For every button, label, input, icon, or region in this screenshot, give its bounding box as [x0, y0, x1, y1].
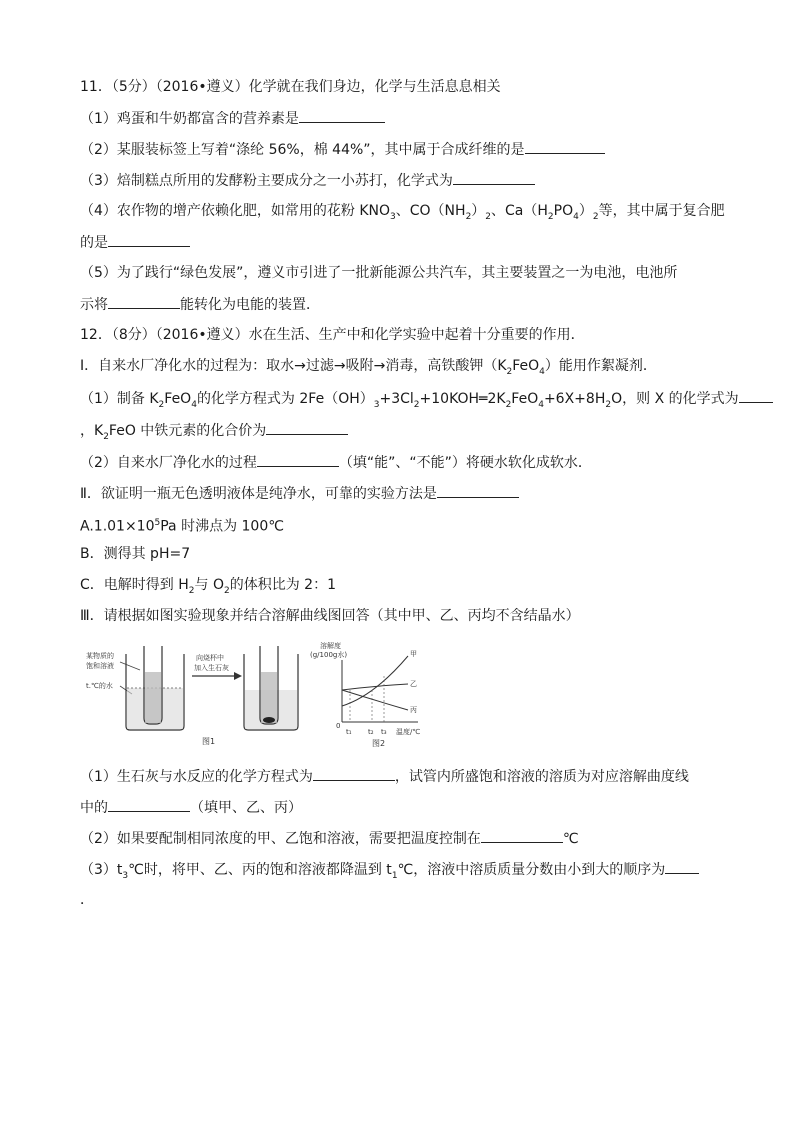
pointer-line	[120, 662, 140, 670]
figure1	[86, 646, 298, 746]
q11-heading: 11．（5分）（2016•遵义）化学就在我们身边，化学与生活息息相关	[80, 79, 501, 95]
answer-blank[interactable]	[739, 388, 773, 403]
q12-section3-part3-end: ．	[80, 892, 94, 908]
q12-section3: Ⅲ．请根据如图实验现象并结合溶解曲线图回答（其中甲、乙、丙均不含结晶水）	[80, 608, 580, 624]
q11-part3: （3）焙制糕点所用的发酵粉主要成分之一小苏打，化学式为	[80, 170, 535, 191]
q11-part4: （4）农作物的增产依赖化肥，如常用的花粉 $KNO_3$、$CO(NH_2)_2$、$Ca(H_2PO_4)_2$等，其中属于复合肥	[80, 203, 725, 222]
fig2-t2: t₂	[368, 728, 374, 736]
arrow-head	[234, 672, 242, 680]
answer-blank[interactable]	[525, 139, 605, 154]
q12-section3-part1-cont: 中的 （填甲、乙、丙）	[80, 797, 302, 818]
experiment-figure	[84, 640, 424, 752]
option-a: $A.1.01\times 10^5Pa$ 时沸点为 100℃	[80, 518, 284, 535]
answer-blank[interactable]	[266, 420, 348, 435]
curve-yi	[342, 684, 408, 690]
curve-label-yi: 乙	[410, 680, 417, 688]
fig2-ylabel: (g/100g水)	[310, 651, 348, 659]
q12-section1: Ⅰ．自来水厂净化水的过程为：取水→过滤→吸附→消毒，高铁酸钾$(K_2FeO_4)$能用作絮凝剂．	[80, 358, 657, 377]
q12-section2: Ⅱ．欲证明一瓶无色透明液体是纯净水，可靠的实验方法是	[80, 483, 519, 504]
fig1-label: 某物质的	[86, 652, 114, 660]
curve-jia	[342, 656, 408, 706]
answer-blank[interactable]	[108, 797, 190, 812]
option-b: B．测得其 pH=7	[80, 546, 191, 562]
fig1-arrow-label: 向烧杯中	[196, 654, 224, 662]
q12-section3-part2: （2）如果要配制相同浓度的甲、乙饱和溶液，需要把温度控制在 ℃	[80, 828, 579, 849]
fig2-t1: t₁	[346, 728, 352, 736]
figure2-solubility-curve	[310, 641, 420, 748]
q12-heading: 12．（8分）（2016•遵义）水在生活、生产中和化学实验中起着十分重要的作用．	[80, 327, 585, 343]
q11-part4-cont: 的是	[80, 232, 190, 253]
option-c: C．电解时得到 $H_2$与 $O_2$的体积比为 2：1	[80, 577, 336, 596]
answer-blank[interactable]	[108, 294, 180, 309]
q12-section3-part3: $(3)t_3℃$时，将甲、乙、丙的饱和溶液都降温到 $t_1℃$，溶液中溶质质量分数由小到大的顺序为	[80, 859, 699, 886]
fig2-t3: t₃	[381, 728, 387, 736]
answer-blank[interactable]	[299, 108, 385, 123]
q11-part2: （2）某服装标签上写着“涤纶 56%，棉 44%”，其中属于合成纤维的是	[80, 139, 605, 160]
curve-label-bing: 丙	[410, 706, 417, 714]
fig2-origin: 0	[336, 722, 341, 730]
precipitate	[263, 717, 275, 723]
fig1-arrow-label: 加入生石灰	[194, 664, 229, 672]
answer-blank[interactable]	[108, 232, 190, 247]
tube-solution	[261, 672, 277, 723]
answer-blank[interactable]	[437, 483, 519, 498]
q11-part1: （1）鸡蛋和牛奶都富含的营养素是	[80, 108, 385, 129]
answer-blank[interactable]	[481, 828, 563, 843]
fig1-label: t.℃的水	[86, 682, 113, 690]
answer-blank[interactable]	[665, 859, 699, 874]
q11-part5: （5）为了践行“绿色发展”，遵义市引进了一批新能源公共汽车，其主要装置之一为电池，电池所	[80, 265, 678, 281]
answer-blank[interactable]	[453, 170, 535, 185]
answer-blank[interactable]	[313, 766, 395, 781]
curve-label-jia: 甲	[410, 650, 417, 658]
fig1-caption: 图1	[202, 737, 216, 746]
answer-blank[interactable]	[257, 452, 339, 467]
tube-solution	[145, 672, 161, 723]
q12-section1-part1: （1）制备 $K_2FeO_4$的化学方程式为 $2Fe(OH)_3+3Cl_2+10KOH═2K_2FeO_4+6X+8H_2O$，则 X 的化学式为	[80, 388, 773, 415]
q11-part5-cont: 示将 能转化为电能的装置．	[80, 294, 320, 315]
fig2-xlabel: 温度/℃	[396, 728, 421, 736]
q12-section1-part2: （2）自来水厂净化水的过程 （填“能”、“不能”）将硬水软化成软水．	[80, 452, 592, 473]
fig2-caption: 图2	[372, 739, 386, 748]
q12-section1-part1-cont: ，$K_2FeO$ 中铁元素的化合价为	[80, 420, 348, 447]
q12-section3-part1: （1）生石灰与水反应的化学方程式为 ，试管内所盛饱和溶液的溶质为对应溶解曲度线	[80, 766, 689, 787]
fig1-label: 饱和溶液	[86, 662, 114, 670]
curve-bing	[342, 690, 408, 710]
fig2-ylabel: 溶解度	[320, 642, 341, 650]
